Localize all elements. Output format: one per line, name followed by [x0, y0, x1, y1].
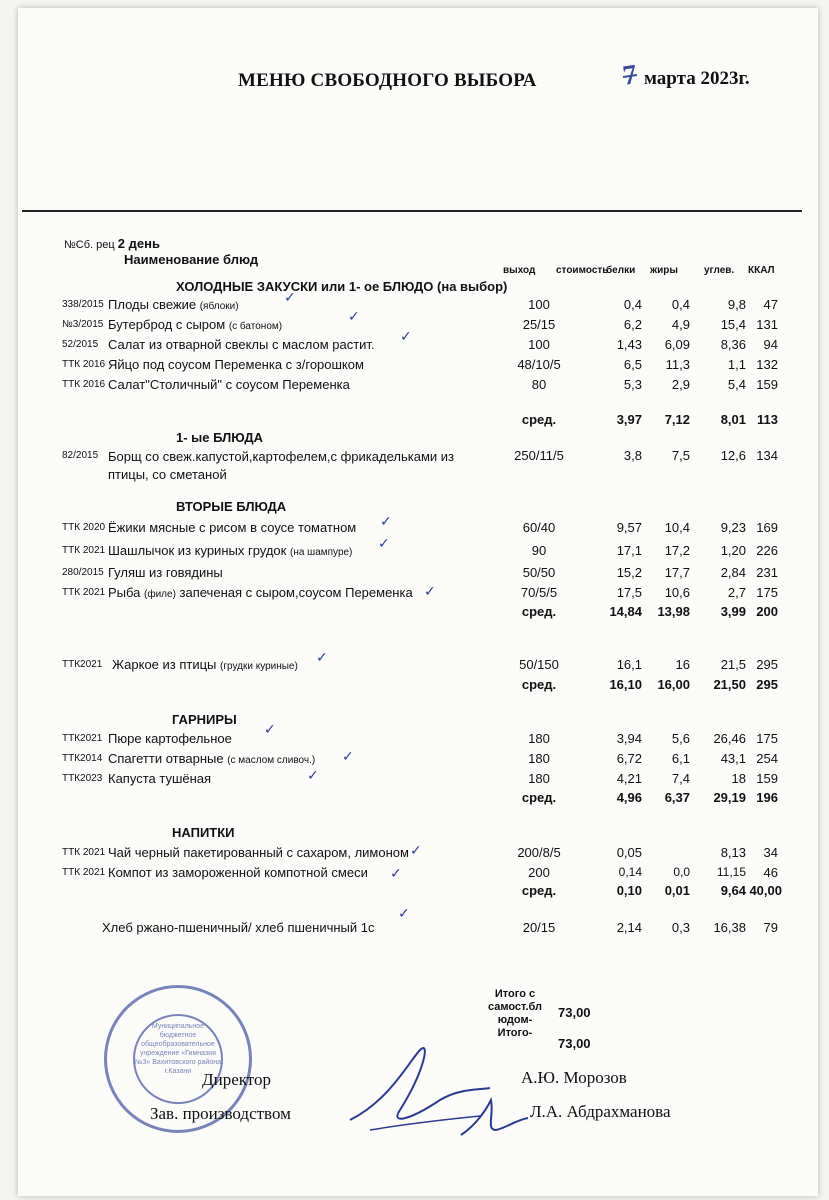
official-stamp: Муниципальное бюджетное общеобразовательное учреждение «Гимназия №3» Вахитовского района г.Казани — [104, 985, 252, 1133]
manager-title: Зав. производством — [150, 1104, 291, 1123]
check-mark-icon: ✓ — [307, 768, 319, 784]
check-mark-icon: ✓ — [316, 650, 328, 666]
director-title: Директор — [202, 1070, 271, 1089]
col-fat-header: жиры — [650, 265, 678, 276]
table-row: №3/2015 Бутерброд с сыром (с батоном) 25/15 6,2 4,9 15,4 131 — [62, 317, 778, 332]
col-protein-header: белки — [606, 265, 636, 276]
recipe-header: №Сб. рец 2 день — [64, 236, 160, 251]
section-second: ВТОРЫЕ БЛЮДА — [176, 499, 287, 514]
check-mark-icon: ✓ — [400, 329, 412, 345]
table-row: ТТК 2021 Чай черный пакетированный с сахаром, лимоном 200/8/5 0,05 8,13 34 — [62, 845, 778, 860]
col-cost-header: стоимость — [556, 265, 608, 276]
average-row: сред. 3,97 7,12 8,01 113 — [521, 412, 778, 427]
table-row: ТТК2014 Спагетти отварные (с маслом сливоч.) 180 6,72 6,1 43,1 254 — [62, 751, 778, 766]
average-row: сред. 4,96 6,37 29,19 196 — [521, 790, 778, 805]
date-rest: марта 2023г. — [644, 68, 750, 89]
check-mark-icon: ✓ — [342, 749, 354, 765]
average-row: сред. 16,10 16,00 21,50 295 — [521, 677, 778, 692]
menu-date — [616, 60, 750, 92]
check-mark-icon: ✓ — [398, 906, 410, 922]
table-row: ТТК 2021 Шашлычок из куриных грудок (на шампуре) 90 17,1 17,2 1,20 226 — [62, 543, 778, 558]
check-mark-icon: ✓ — [348, 309, 360, 325]
table-row: 52/2015 Салат из отварной свеклы с маслом растит. 100 1,43 6,09 8,36 94 — [62, 337, 778, 352]
col-out-header: выход — [503, 265, 536, 276]
manager-signature — [456, 1090, 536, 1150]
table-row: ТТК 2021 Рыба (филе) запеченая с сыром,соусом Переменка 70/5/5 17,5 10,6 2,7 175 — [62, 585, 778, 600]
average-row: сред. 0,10 0,01 9,64 40,00 — [521, 883, 782, 898]
table-row: ТТК2021 Жаркое из птицы (грудки куриные) 50/150 16,1 16 21,5 295 — [62, 657, 778, 672]
table-row: ТТК 2016 Салат"Столичный" с соусом Переменка 80 5,3 2,9 5,4 159 — [62, 377, 778, 392]
table-row: Хлеб ржано-пшеничный/ хлеб пшеничный 1с 20/15 2,14 0,3 16,38 79 — [102, 920, 778, 935]
check-mark-icon: ✓ — [424, 584, 436, 600]
col-carbs-header: углев. — [704, 265, 735, 276]
section-first: 1- ые БЛЮДА — [176, 430, 263, 445]
check-mark-icon: ✓ — [380, 514, 392, 530]
average-row: сред. 14,84 13,98 3,99 200 — [521, 604, 778, 619]
total-value: 73,00 — [558, 1036, 591, 1051]
section-cold: ХОЛОДНЫЕ ЗАКУСКИ или 1- ое БЛЮДО (на выбор) — [176, 279, 508, 294]
table-row: ТТК 2016 Яйцо под соусом Переменка с з/горошком 48/10/5 6,5 11,3 1,1 132 — [62, 357, 778, 372]
table-row: 280/2015 Гуляш из говядины 50/50 15,2 17,7 2,84 231 — [62, 565, 778, 580]
section-drinks: НАПИТКИ — [172, 825, 235, 840]
table-row: ТТК2023 Капуста тушёная 180 4,21 7,4 18 159 — [62, 771, 778, 786]
table-row: ТТК2021 Пюре картофельное 180 3,94 5,6 26,46 175 — [62, 731, 778, 746]
header-rule — [22, 210, 802, 212]
table-row: 338/2015 Плоды свежие (яблоки) 100 0,4 0,4 9,8 47 — [62, 297, 778, 312]
section-garnish: ГАРНИРЫ — [172, 712, 237, 727]
menu-title: МЕНЮ СВОБОДНОГО ВЫБОРА — [238, 70, 537, 91]
col-name-header: Наименование блюд — [124, 252, 259, 267]
check-mark-icon: ✓ — [284, 290, 296, 306]
table-row: 82/2015 Борщ со свеж.капустой,картофелем,с фрикадельками из птицы, со сметаной 250/11/5 3,8 7,5 12,6 134 — [62, 448, 778, 482]
total-self-value: 73,00 — [558, 1005, 591, 1020]
check-mark-icon: ✓ — [410, 843, 422, 859]
check-mark-icon: ✓ — [390, 866, 402, 882]
table-row: ТТК 2021 Компот из замороженной компотной смеси 200 0,14 0,0 11,15 46 — [62, 865, 778, 880]
director-name: А.Ю. Морозов — [521, 1068, 627, 1087]
check-mark-icon: ✓ — [264, 722, 276, 738]
col-kcal-header: ККАЛ — [748, 265, 775, 276]
manager-name: Л.А. Абдрахманова — [530, 1102, 671, 1121]
date-day-handwritten: 7 — [620, 59, 640, 92]
totals-block: Итого с самост.бл юдом- Итого- — [487, 988, 543, 1039]
check-mark-icon: ✓ — [378, 536, 390, 552]
table-row: ТТК 2020 Ёжики мясные с рисом в соусе томатном 60/40 9,57 10,4 9,23 169 — [62, 520, 778, 535]
